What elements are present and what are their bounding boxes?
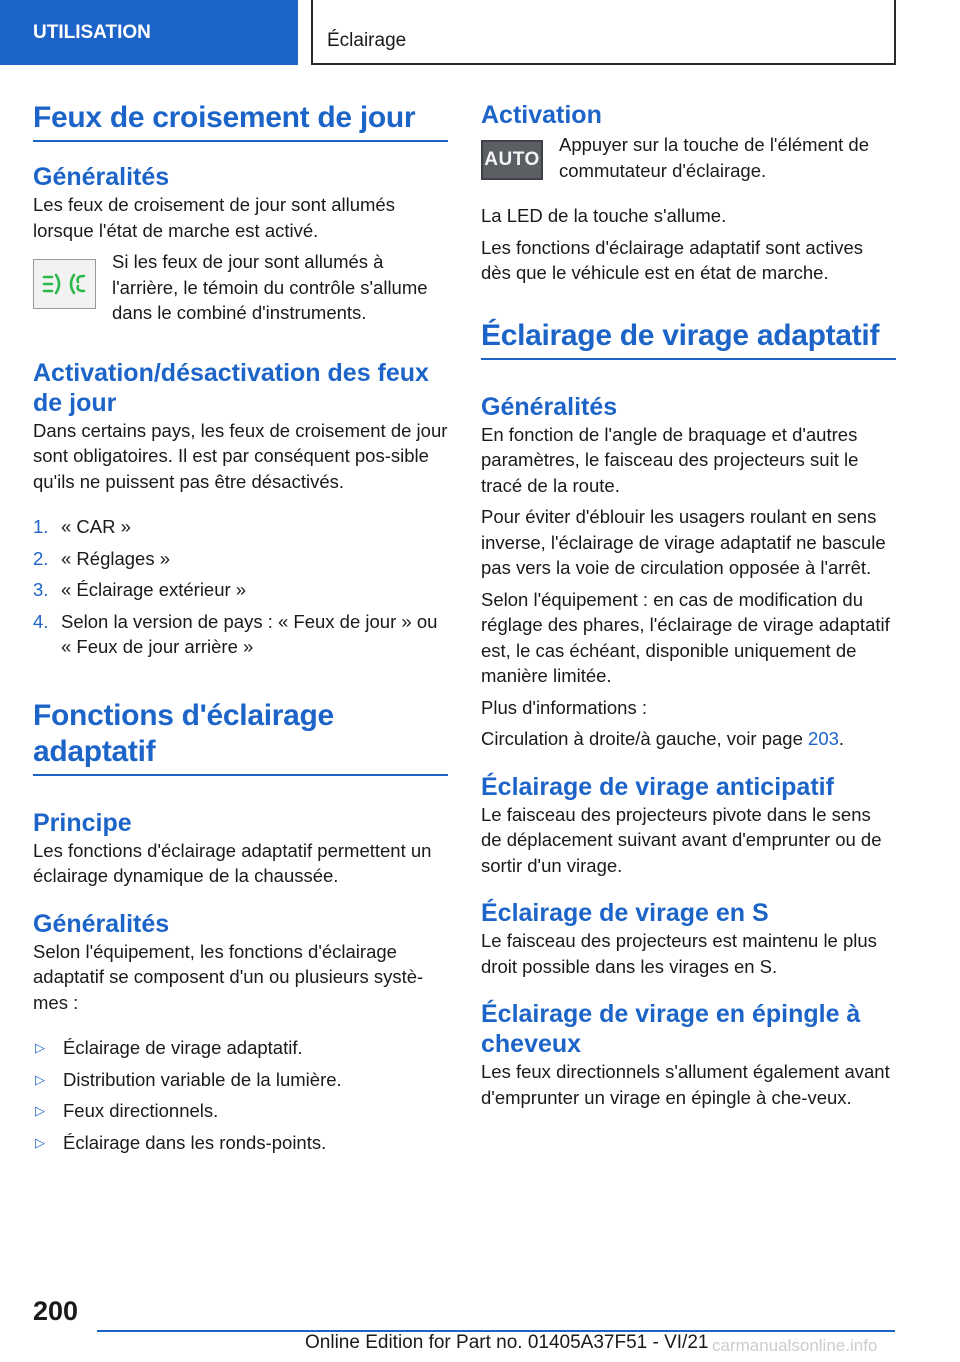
list-item: ▷ Distribution variable de la lumière.: [33, 1067, 448, 1093]
right-column: [481, 100, 896, 1110]
heading-principe: Principe: [33, 808, 132, 837]
adaptive-functions-list: [33, 1035, 448, 1155]
heading-generalites-2: Généralités: [33, 909, 170, 938]
principe-text: Les fonctions d'éclairage adaptatif permettent un éclairage dynamique de la chaussée.: [33, 839, 432, 886]
heading-virage-s: Éclairage de virage en S: [481, 899, 769, 927]
list-item: 3. « Éclairage extérieur »: [33, 579, 247, 600]
cross-reference: Circulation à droite/à gauche, voir page 203.: [481, 728, 845, 749]
generalites-text: Les feux de croisement de jour sont allumés lorsque l'état de marche est activé.: [33, 194, 395, 241]
section-title-fonctions-adaptatif: Fonctions d'éclairage adaptatif: [33, 698, 448, 776]
heading-anticipatif: Éclairage de virage anticipatif: [481, 772, 834, 801]
triangle-bullet-icon: ▷: [35, 1040, 45, 1055]
generalites-3-p2: Pour éviter d'éblouir les usagers roulant en sens inverse, l'éclairage de virage adaptatif ne bascule pas vers la voie de circulation opposée à l'arrêt.: [481, 506, 886, 578]
left-column: [33, 100, 448, 1161]
heading-activation-desactivation: Activation/désactivation des feux de jour: [33, 358, 429, 417]
heading-generalites: Généralités: [33, 163, 170, 191]
list-item: 4. Selon la version de pays : « Feux de jour » ou « Feux de jour arrière »: [33, 610, 438, 657]
settings-steps-list: [33, 514, 448, 660]
generalites-3-p1: En fonction de l'angle de braquage et d'autres paramètres, le faisceau des projecteurs suit le tracé de la route.: [481, 423, 859, 496]
section-title-virage-adaptatif: Éclairage de virage adaptatif: [481, 318, 896, 360]
heading-generalites-3: Généralités: [481, 392, 618, 421]
more-info-label: Plus d'informations :: [481, 696, 647, 718]
watermark: carmanualsonline.info: [712, 1336, 878, 1355]
auto-button-note: [481, 132, 896, 183]
anticipatif-text: Le faisceau des projecteurs pivote dans le sens de déplacement suivant avant d'emprunter ou de sortir d'un virage.: [481, 803, 882, 876]
triangle-bullet-icon: ▷: [35, 1134, 45, 1150]
daytime-running-light-icon: [33, 259, 96, 309]
functions-active-text: Les fonctions d'éclairage adaptatif sont actives dès que le véhicule est en état de marche.: [481, 236, 863, 283]
section-title-feux-de-jour: Feux de croisement de jour: [33, 100, 448, 142]
daytime-light-note: [33, 249, 448, 326]
generalites-3-p3: Selon l'équipement : en cas de modification du réglage des phares, l'éclairage de virage adaptatif est, le cas échéant, disponible uniquement de manière limitée.: [481, 588, 890, 686]
heading-epingle: Éclairage de virage en épingle à cheveux: [481, 1000, 861, 1058]
virage-s-text: Le faisceau des projecteurs est maintenu le plus droit possible dans les virages en S.: [481, 930, 877, 977]
epingle-text: Les feux directionnels s'allument également avant d'emprunter un virage en épingle à che-veux.: [481, 1061, 890, 1108]
list-item: 1. « CAR »: [33, 516, 131, 537]
daytime-light-note-text: Si les feux de jour sont allumés à l'arrière, le témoin du contrôle s'allume dans le combiné d'instruments.: [112, 251, 428, 323]
led-text: La LED de la touche s'allume.: [481, 205, 727, 226]
auto-button-text: Appuyer sur la touche de l'élément de commutateur d'éclairage.: [559, 134, 870, 181]
footer-edition: Online Edition for Part no. 01405A37F51 - VI/21: [305, 1332, 709, 1353]
list-item: ▷ Éclairage dans les ronds-points.: [33, 1130, 448, 1156]
triangle-bullet-icon: ▷: [35, 1071, 45, 1087]
list-item: ▷ Éclairage de virage adaptatif.: [33, 1035, 448, 1061]
generalites-2-text: Selon l'équipement, les fonctions d'éclairage adaptatif se composent d'un ou plusieurs systè-mes :: [33, 940, 424, 1013]
list-item: 2. « Réglages »: [33, 547, 171, 569]
header-chapter-title: Éclairage: [311, 0, 896, 65]
heading-activation: Activation: [481, 101, 602, 129]
auto-button-icon: AUTO: [481, 140, 543, 180]
page-number: 200: [33, 1296, 79, 1326]
triangle-bullet-icon: ▷: [35, 1103, 45, 1118]
activation-desactivation-text: Dans certains pays, les feux de croisement de jour sont obligatoires. Il est par conséquent pos-sible qu'ils ne puissent pas être désactivés.: [33, 419, 448, 492]
list-item: ▷ Feux directionnels.: [33, 1098, 448, 1124]
page-reference-link[interactable]: 203: [808, 728, 839, 749]
header-section-tab: UTILISATION: [0, 0, 298, 65]
